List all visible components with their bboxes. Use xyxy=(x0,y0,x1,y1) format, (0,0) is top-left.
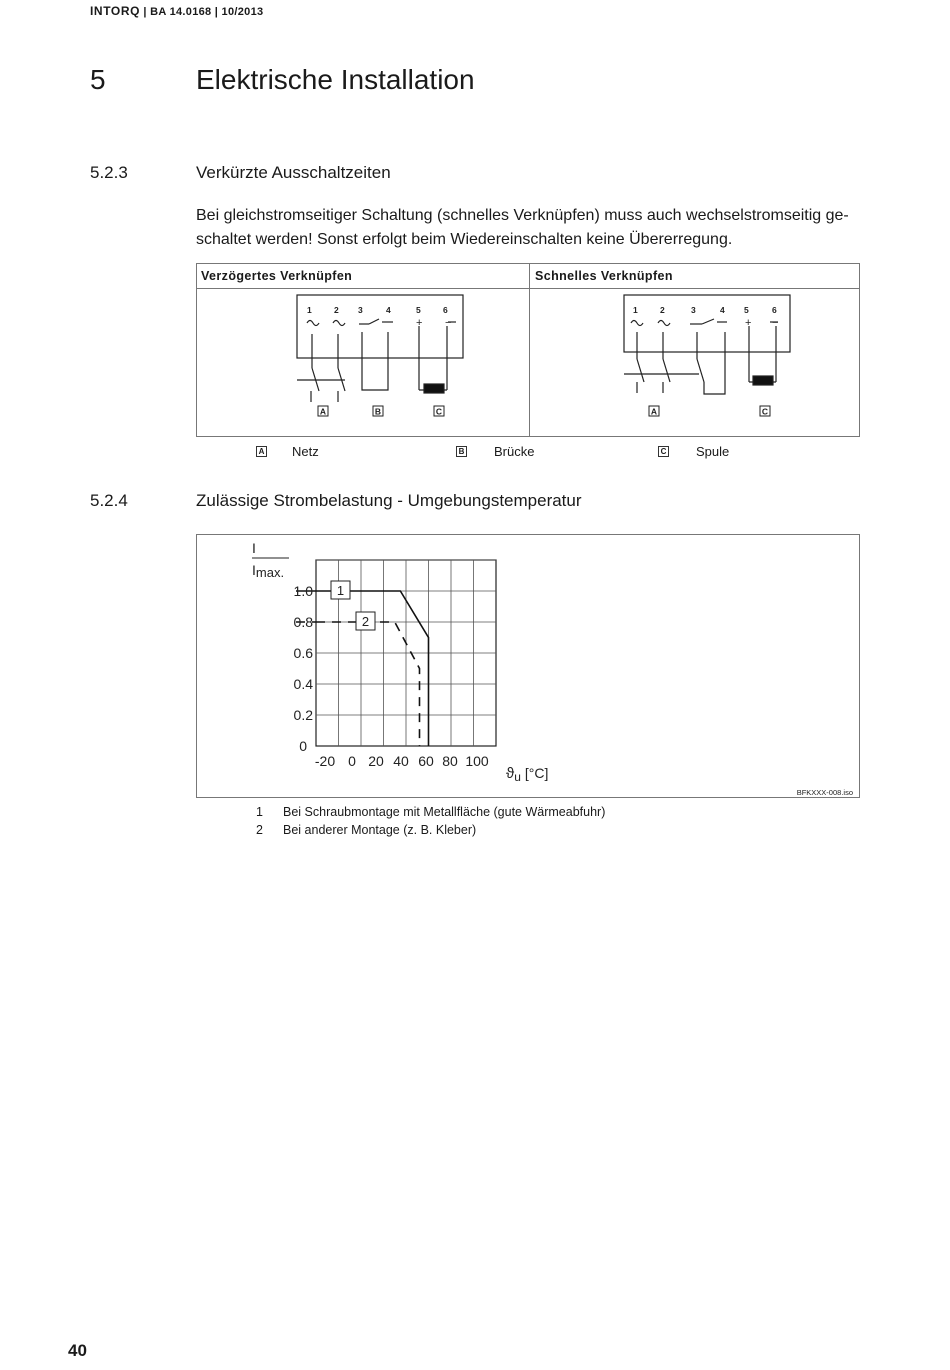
section-523-paragraph: Bei gleichstromseitiger Schaltung (schnelles Verknüpfen) muss auch wechselstromseitig geschaltet werden! Sonst erfolgt beim Wiedereinschalten keine Übererregung. xyxy=(196,207,849,248)
x-tick-label: 0 xyxy=(348,753,356,769)
left-terminal-labels xyxy=(307,305,448,315)
right-dc-lead xyxy=(704,332,725,394)
curve-2-label: 2 xyxy=(361,614,370,629)
left-minus-sign: − xyxy=(445,317,452,329)
chapter-title: Elektrische Installation xyxy=(196,64,475,95)
fast-wiring-diagram xyxy=(624,295,790,394)
x-tick-label: -20 xyxy=(314,753,336,769)
y-tick-label: 0.4 xyxy=(293,676,313,692)
right-minus-sign: − xyxy=(772,317,779,329)
page-number: 40 xyxy=(68,1341,87,1360)
figure-right-title: Schnelles Verknüpfen xyxy=(535,269,673,283)
y-tick-label: 0.6 xyxy=(293,645,313,661)
left-coil-icon xyxy=(424,384,444,393)
figure-id: BFKXXX-008.iso xyxy=(796,788,853,797)
derating-chart xyxy=(197,535,859,797)
chart-ticks xyxy=(294,583,489,769)
note-2-text: Bei anderer Montage (z. B. Kleber) xyxy=(283,823,477,837)
left-tag-a: A xyxy=(319,406,327,417)
figure-left-title: Verzögertes Verknüpfen xyxy=(201,269,353,283)
section-523-title: Verkürzte Ausschaltzeiten xyxy=(196,163,391,182)
curve-1-label: 1 xyxy=(336,583,345,598)
right-ac-icon-2 xyxy=(658,321,670,326)
left-tag-c: C xyxy=(435,406,443,417)
right-terminal-1: 1 xyxy=(633,305,638,315)
current-temperature-figure xyxy=(196,534,860,798)
right-plus-sign: + xyxy=(745,317,752,329)
page-header xyxy=(90,4,263,18)
left-terminal-2: 2 xyxy=(334,305,339,315)
y-axis-label-denominator: Imax. xyxy=(252,562,285,580)
right-terminal-labels xyxy=(633,305,777,315)
right-mains-switch-1 xyxy=(637,359,644,382)
x-tick-label: 20 xyxy=(368,753,384,769)
y-tick-label: 0.8 xyxy=(293,614,313,630)
right-rectifier-box xyxy=(624,295,790,352)
delayed-wiring-diagram xyxy=(297,295,463,402)
right-mains-switch-2 xyxy=(663,359,670,382)
legend-label-spule: Spule xyxy=(696,444,730,459)
legend-label-bruecke: Brücke xyxy=(494,444,535,459)
document-reference: | BA 14.0168 | 10/2013 xyxy=(143,6,264,18)
chapter-number: 5 xyxy=(90,64,106,95)
y-tick-label: 0.2 xyxy=(293,707,313,723)
left-terminal-3: 3 xyxy=(358,305,363,315)
left-terminal-1: 1 xyxy=(307,305,312,315)
right-terminal-3: 3 xyxy=(691,305,696,315)
left-terminal-4: 4 xyxy=(386,305,391,315)
x-tick-label: 100 xyxy=(465,753,489,769)
left-terminal-6: 6 xyxy=(443,305,448,315)
right-terminal-4: 4 xyxy=(720,305,725,315)
right-tag-a: A xyxy=(650,406,658,417)
wiring-diagrams xyxy=(197,264,859,436)
y-tick-label: 0 xyxy=(299,738,307,754)
left-plus-sign: + xyxy=(416,317,423,329)
legend-key-a: A xyxy=(256,446,267,457)
right-terminal-6: 6 xyxy=(772,305,777,315)
y-axis-label-numerator: I xyxy=(252,540,256,556)
x-tick-label: 80 xyxy=(442,753,458,769)
left-ac-icon-1 xyxy=(307,321,319,326)
left-bridge xyxy=(362,332,388,390)
right-switch-blade xyxy=(702,319,714,324)
right-terminal-2: 2 xyxy=(660,305,665,315)
x-tick-label: 60 xyxy=(418,753,434,769)
x-tick-label: 40 xyxy=(393,753,409,769)
right-dc-switch xyxy=(697,359,704,382)
left-rectifier-box xyxy=(297,295,463,358)
right-ac-icon-1 xyxy=(631,321,643,326)
section-524-title: Zulässige Strombelastung - Umgebungstemperatur xyxy=(196,491,582,510)
legend-label-netz: Netz xyxy=(292,444,319,459)
section-523-number: 5.2.3 xyxy=(90,163,128,182)
right-tag-c: C xyxy=(761,406,769,417)
x-axis-label: $ϑ_u$ [°C] xyxy=(506,765,549,784)
wiring-figure xyxy=(196,263,860,437)
note-1-key: 1 xyxy=(256,805,263,819)
left-tag-b: B xyxy=(374,406,382,417)
right-coil-icon xyxy=(753,376,773,385)
left-switch-blade xyxy=(369,319,379,324)
brand-logo: INTORQ xyxy=(90,4,141,18)
right-terminal-5: 5 xyxy=(744,305,749,315)
left-ac-icon-2 xyxy=(333,321,345,326)
legend-key-b: B xyxy=(456,446,467,457)
legend-key-c: C xyxy=(658,446,669,457)
y-tick-label: 1.0 xyxy=(293,583,313,599)
note-1-text: Bei Schraubmontage mit Metallfläche (gute Wärmeabfuhr) xyxy=(283,805,606,819)
note-2-key: 2 xyxy=(256,823,263,837)
section-524-number: 5.2.4 xyxy=(90,491,128,510)
left-terminal-5: 5 xyxy=(416,305,421,315)
